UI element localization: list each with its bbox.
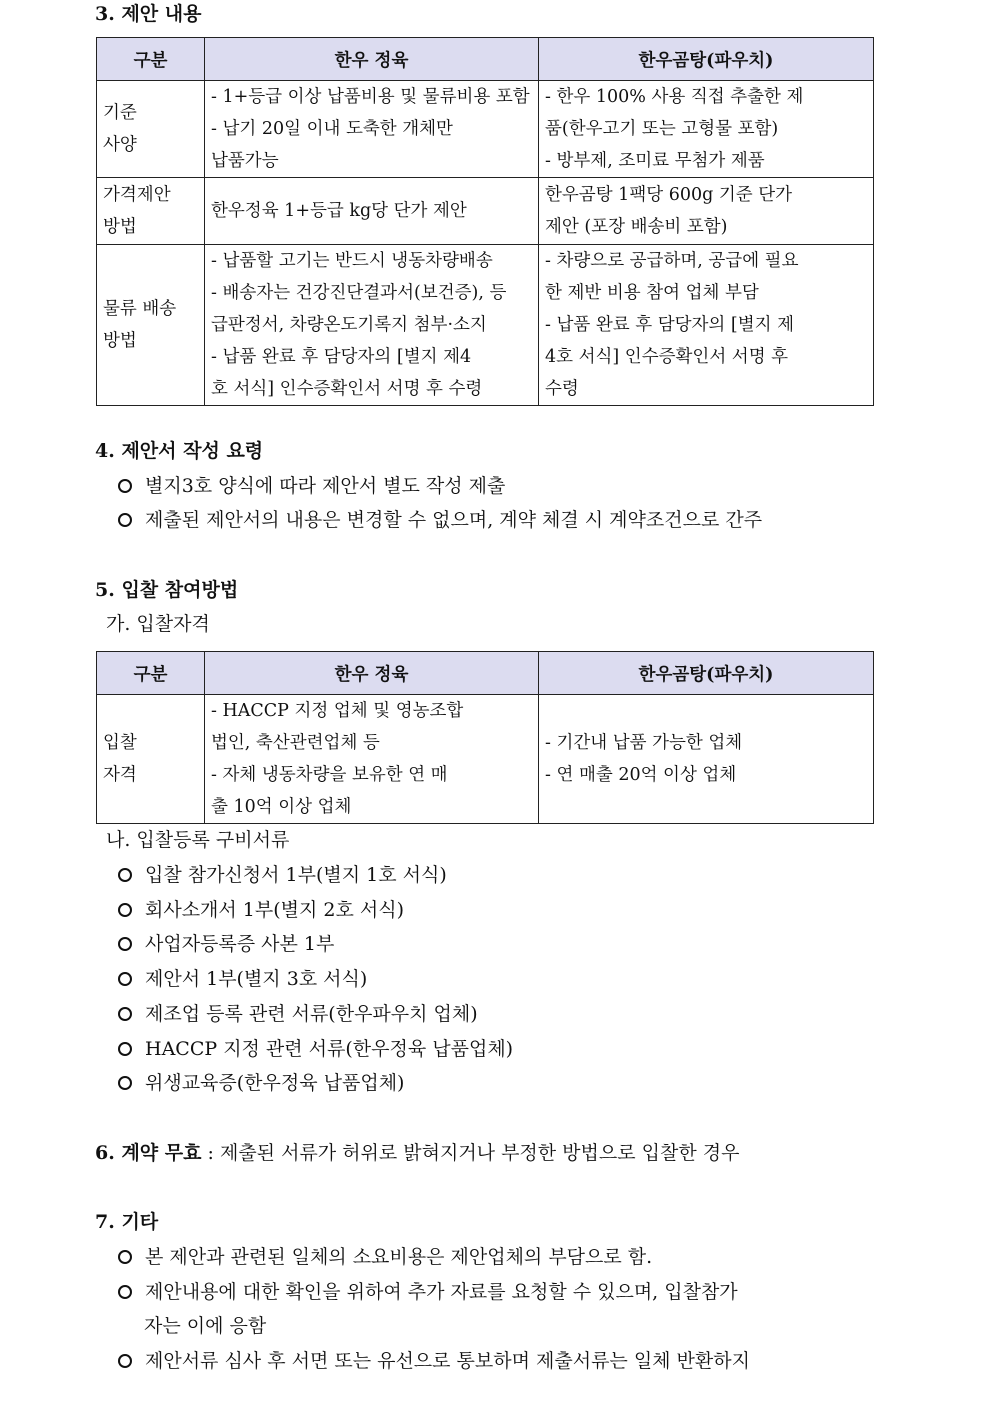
row-label-qualification: 입찰 자격 [97, 695, 205, 824]
header-hanwoo-meat: 한우 정육 [205, 652, 539, 695]
list-item: 입찰 참가신청서 1부(별지 1호 서식) [118, 861, 447, 889]
list-item: 회사소개서 1부(별지 2호 서식) [118, 896, 404, 924]
circle-bullet-icon [118, 972, 132, 986]
list-item-continuation: 자는 이에 응함 [144, 1315, 267, 1337]
subsection-documents: 나. 입찰등록 구비서류 [106, 829, 290, 851]
qualification-meat-cell: - HACCP 지정 업체 및 영농조합 법인, 축산관련업체 등 - 자체 냉동차량을 보유한 연 매 출 10억 이상 업체 [205, 695, 539, 824]
header-hanwoo-soup: 한우곰탕(파우치) [539, 38, 874, 81]
list-item: 별지3호 양식에 따라 제안서 별도 작성 제출 [118, 472, 505, 500]
spec-soup-cell: - 한우 100% 사용 직접 추출한 제 품(한우고기 또는 고형물 포함) - 방부제, 조미료 무첨가 제품 [539, 81, 874, 178]
circle-bullet-icon [118, 1250, 132, 1264]
list-item: 사업자등록증 사본 1부 [118, 930, 334, 958]
header-hanwoo-soup: 한우곰탕(파우치) [539, 652, 874, 695]
circle-bullet-icon [118, 868, 132, 882]
proposal-content-table [96, 37, 874, 406]
circle-bullet-icon [118, 479, 132, 493]
section-6-text: : 제출된 서류가 허위로 밝혀지거나 부정한 방법으로 입찰한 경우 [201, 1142, 740, 1164]
circle-bullet-icon [118, 1007, 132, 1021]
circle-bullet-icon [118, 513, 132, 527]
circle-bullet-icon [118, 903, 132, 917]
section-5-title: 5. 입찰 참여방법 [95, 579, 239, 601]
list-item: 본 제안과 관련된 일체의 소요비용은 제안업체의 부담으로 함. [118, 1243, 652, 1271]
circle-bullet-icon [118, 1042, 132, 1056]
price-meat-cell: 한우정육 1+등급 kg당 단가 제안 [205, 178, 539, 245]
subsection-qualification: 가. 입찰자격 [106, 613, 210, 635]
list-item: HACCP 지정 관련 서류(한우정육 납품업체) [118, 1035, 513, 1063]
list-item: 제안내용에 대한 확인을 위하여 추가 자료를 요청할 수 있으며, 입찰참가 [118, 1278, 738, 1306]
header-hanwoo-meat: 한우 정육 [205, 38, 539, 81]
circle-bullet-icon [118, 1076, 132, 1090]
section-6-title: 6. 계약 무효 [95, 1142, 202, 1164]
section-3-title: 3. 제안 내용 [95, 3, 202, 25]
list-item: 제안서 1부(별지 3호 서식) [118, 965, 367, 993]
spec-meat-cell: - 1+등급 이상 납품비용 및 물류비용 포함 - 납기 20일 이내 도축한 개체만 납품가능 [205, 81, 539, 178]
price-soup-cell: 한우곰탕 1팩당 600g 기준 단가 제안 (포장 배송비 포함) [539, 178, 874, 245]
header-category: 구분 [97, 38, 205, 81]
logistics-meat-cell: - 납품할 고기는 반드시 냉동차량배송 - 배송자는 건강진단결과서(보건증), 등 급판정서, 차량온도기록지 첨부·소지 - 납품 완료 후 담당자의 [별지 제4 호 서식] 인수증확인서 서명 후 수령 [205, 245, 539, 406]
list-item: 제조업 등록 관련 서류(한우파우치 업체) [118, 1000, 478, 1028]
circle-bullet-icon [118, 937, 132, 951]
circle-bullet-icon [118, 1285, 132, 1299]
header-category: 구분 [97, 652, 205, 695]
circle-bullet-icon [118, 1354, 132, 1368]
list-item: 제안서류 심사 후 서면 또는 유선으로 통보하며 제출서류는 일체 반환하지 [118, 1347, 750, 1375]
qualification-table [96, 651, 874, 824]
list-item: 위생교육증(한우정육 납품업체) [118, 1069, 404, 1097]
qualification-soup-cell: - 기간내 납품 가능한 업체 - 연 매출 20억 이상 업체 [539, 695, 874, 824]
section-4-title: 4. 제안서 작성 요령 [95, 440, 264, 462]
row-label-logistics: 물류 배송 방법 [97, 245, 205, 406]
row-label-price: 가격제안 방법 [97, 178, 205, 245]
section-6 [95, 1139, 739, 1167]
list-item: 제출된 제안서의 내용은 변경할 수 없으며, 계약 체결 시 계약조건으로 간주 [118, 506, 762, 534]
row-label-spec: 기준 사양 [97, 81, 205, 178]
section-7-title: 7. 기타 [95, 1211, 159, 1233]
logistics-soup-cell: - 차량으로 공급하며, 공급에 필요 한 제반 비용 참여 업체 부담 - 납품 완료 후 담당자의 [별지 제 4호 서식] 인수증확인서 서명 후 수령 [539, 245, 874, 406]
